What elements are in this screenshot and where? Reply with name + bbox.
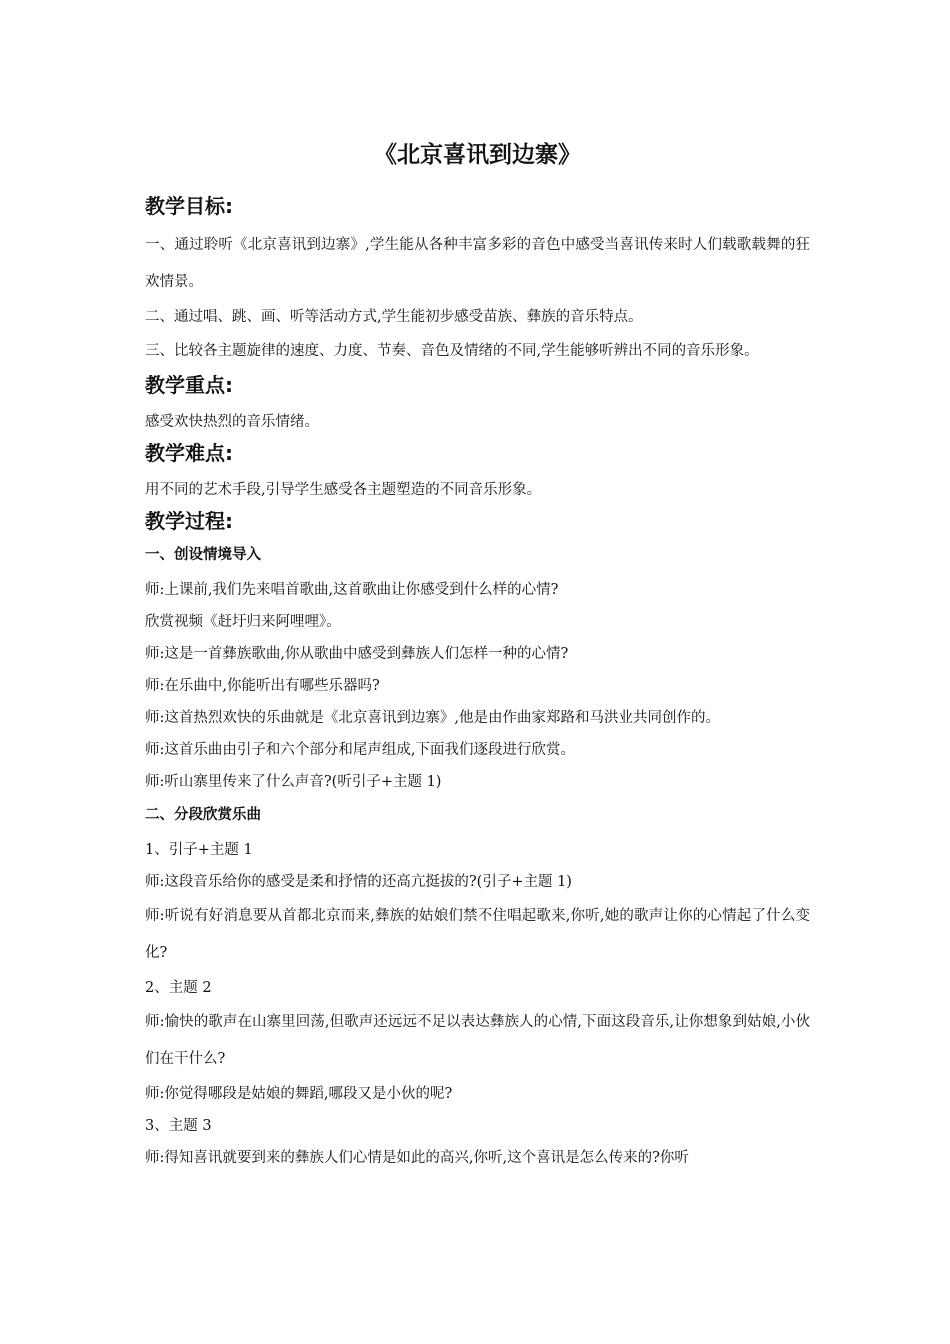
key-points-text: 感受欢快热烈的音乐情绪。 <box>145 414 319 430</box>
objective-1: 一、通过聆听《北京喜讯到边寨》,学生能从各种丰富多彩的音色中感受当喜讯传来时人们载歌载舞的狂欢情景。 <box>145 237 810 290</box>
part2-line-8: 师:得知喜讯就要到来的彝族人们心情是如此的高兴,你听,这个喜讯是怎么传来的?你听 <box>145 1150 689 1166</box>
part2-line-1: 1、引子+主题 1 <box>145 842 253 858</box>
process-heading: 教学过程: <box>145 509 233 533</box>
part1-line-5: 师:这首热烈欢快的乐曲就是《北京喜讯到边寨》,他是由作曲家郑路和马洪业共同创作的。 <box>145 710 720 726</box>
part1-heading: 一、创设情境导入 <box>145 547 261 563</box>
key-points-heading: 教学重点: <box>145 373 233 397</box>
part2-line-4: 2、主题 2 <box>145 980 212 996</box>
part2-heading: 二、分段欣赏乐曲 <box>145 807 261 823</box>
part1-line-2: 欣赏视频《赶圩归来阿哩哩》。 <box>145 614 341 630</box>
part2-line-3: 师:听说有好消息要从首都北京而来,彝族的姑娘们禁不住唱起歌来,你听,她的歌声让你的心情起了什么变化? <box>145 908 810 961</box>
part1-line-1: 师:上课前,我们先来唱首歌曲,这首歌曲让你感受到什么样的心情? <box>145 582 559 598</box>
part1-line-7: 师:听山寨里传来了什么声音?(听引子+主题 1) <box>145 774 442 790</box>
document-title: 《北京喜讯到边寨》 <box>374 142 581 168</box>
objective-3: 三、比较各主题旋律的速度、力度、节奏、音色及情绪的不同,学生能够听辨出不同的音乐形象。 <box>145 343 759 359</box>
part1-line-6: 师:这首乐曲由引子和六个部分和尾声组成,下面我们逐段进行欣赏。 <box>145 742 575 758</box>
objective-2: 二、通过唱、跳、画、听等活动方式,学生能初步感受苗族、彝族的音乐特点。 <box>145 309 643 325</box>
difficulties-heading: 教学难点: <box>145 441 233 465</box>
part2-line-5: 师:愉快的歌声在山寨里回荡,但歌声还远远不足以表达彝族人的心情,下面这段音乐,让你想象到姑娘,小伙们在干什么? <box>145 1014 810 1067</box>
part1-line-3: 师:这是一首彝族歌曲,你从歌曲中感受到彝族人们怎样一种的心情? <box>145 646 569 662</box>
part2-line-2: 师:这段音乐给你的感受是柔和抒情的还高亢挺拔的?(引子+主题 1) <box>145 874 572 890</box>
part1-line-4: 师:在乐曲中,你能听出有哪些乐器吗? <box>145 678 380 694</box>
part2-line-6: 师:你觉得哪段是姑娘的舞蹈,哪段又是小伙的呢? <box>145 1086 453 1102</box>
difficulties-text: 用不同的艺术手段,引导学生感受各主题塑造的不同音乐形象。 <box>145 482 542 498</box>
part2-line-7: 3、主题 3 <box>145 1118 212 1134</box>
objectives-heading: 教学目标: <box>145 194 233 218</box>
